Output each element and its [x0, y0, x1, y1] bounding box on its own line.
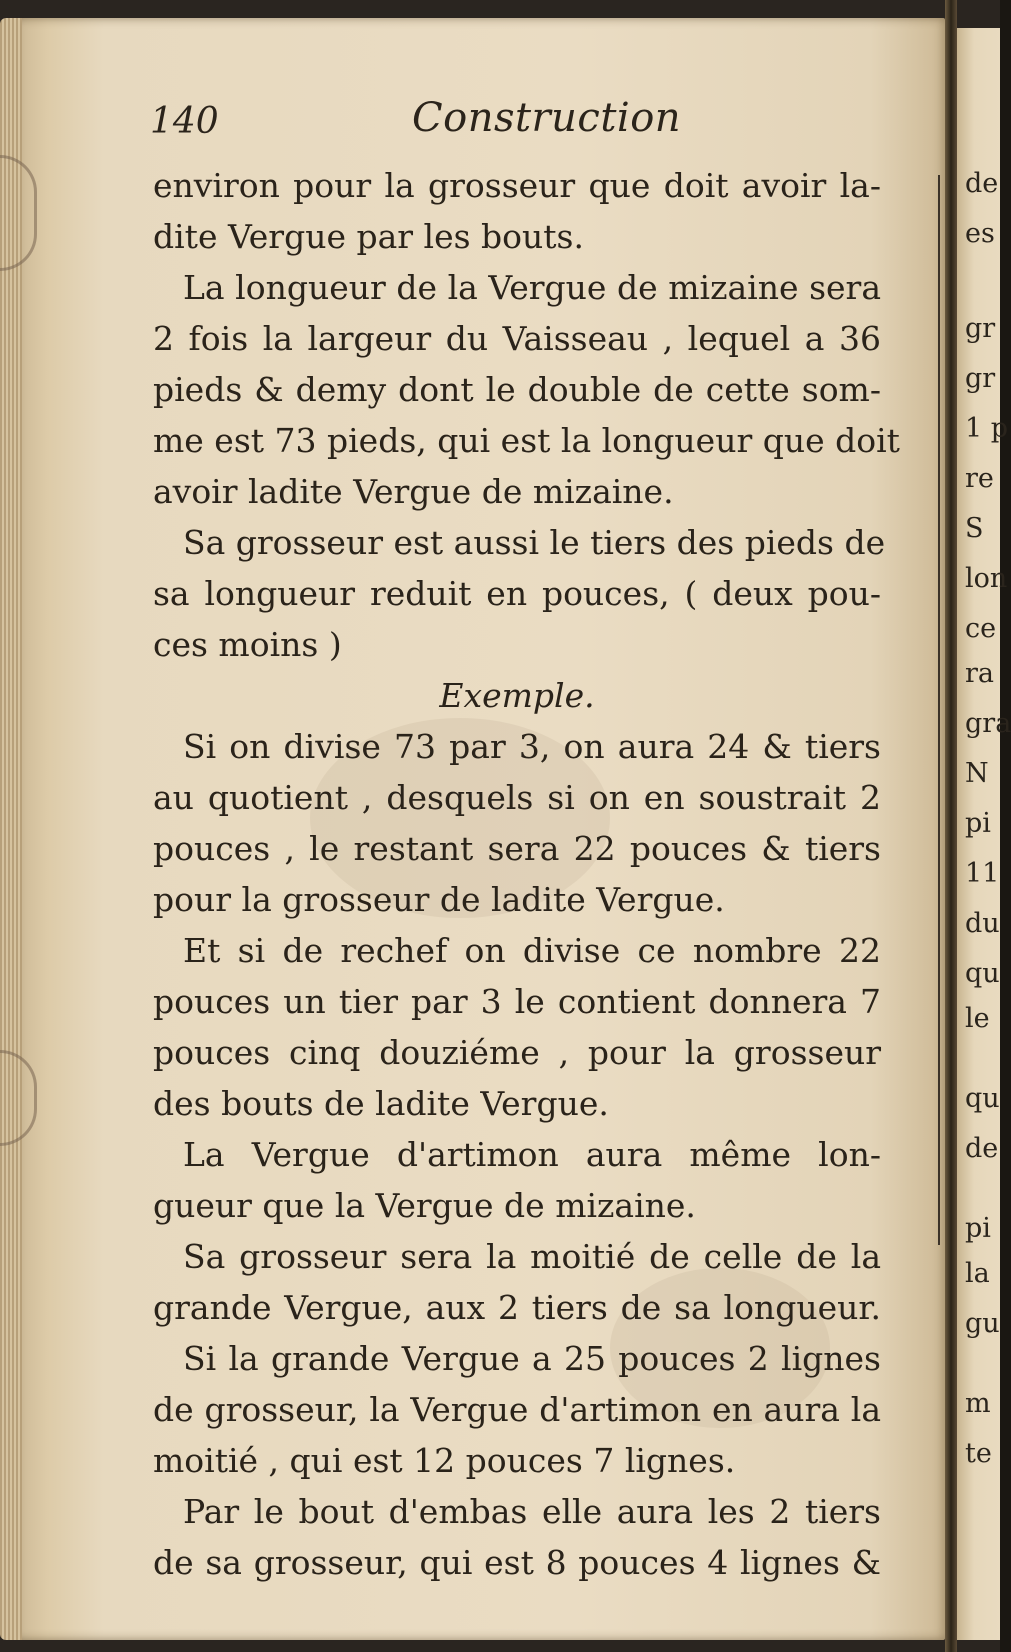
facing-page-fragment: N: [965, 758, 989, 789]
facing-page-fragment: le: [965, 1003, 990, 1034]
text-line: pour la grosseur de ladite Vergue.: [153, 880, 725, 919]
facing-page-text: [957, 28, 1011, 1640]
text-line: avoir ladite Vergue de mizaine.: [153, 472, 674, 511]
facing-page-fragment: gr: [965, 313, 996, 344]
facing-page-fragment: 11: [965, 858, 1000, 889]
facing-page-fragment: S: [965, 513, 984, 544]
facing-page-fragment: gu: [965, 1308, 1000, 1339]
text-line: environ pour la grosseur que doit avoir la-: [153, 166, 881, 205]
body-text: [153, 160, 900, 1588]
facing-page-fragment: lon: [965, 563, 1008, 594]
facing-page-fragment: gra: [965, 708, 1011, 739]
facing-page-rule: [938, 175, 940, 1245]
text-line: pieds & demy dont le double de cette som-: [153, 370, 881, 409]
text-line: ces moins ): [153, 625, 342, 664]
facing-page-fragment: gr: [965, 363, 996, 394]
text-line: pouces un tier par 3 le contient donnera 7: [153, 982, 881, 1021]
text-line: Sa grosseur sera la moitié de celle de la: [183, 1237, 881, 1276]
facing-page-fragment: re: [965, 463, 994, 494]
text-line: Si on divise 73 par 3, on aura 24 & tiers: [183, 727, 881, 766]
text-line: Si la grande Vergue a 25 pouces 2 lignes: [183, 1339, 881, 1378]
facing-page-fragment: es: [965, 218, 995, 249]
text-line: pouces , le restant sera 22 pouces & tiers: [153, 829, 881, 868]
facing-page-fragment: m: [965, 1388, 991, 1419]
facing-page-fragment: de: [965, 1133, 999, 1164]
facing-page-fragment: te: [965, 1438, 992, 1469]
text-line: dite Vergue par les bouts.: [153, 217, 584, 256]
facing-page-fragment: qu: [965, 958, 1000, 989]
text-line: Par le bout d'embas elle aura les 2 tiers: [183, 1492, 881, 1531]
text-line: moitié , qui est 12 pouces 7 lignes.: [153, 1441, 736, 1480]
text-line: au quotient , desquels si on en soustrait 2: [153, 778, 881, 817]
page-number: 140: [150, 101, 219, 142]
running-title: Construction: [412, 95, 682, 141]
facing-page-fragment: ra: [965, 658, 995, 689]
text-line: gueur que la Vergue de mizaine.: [153, 1186, 696, 1225]
text-line: La Vergue d'artimon aura même lon-: [183, 1135, 881, 1174]
facing-page-fragment: ce: [965, 613, 997, 644]
facing-page-fragment: pi: [965, 1213, 991, 1244]
facing-page-fragment: du: [965, 908, 1000, 939]
book-gutter: [945, 0, 957, 1652]
facing-page-fragment: la: [965, 1258, 990, 1289]
section-heading: Exemple.: [439, 676, 595, 715]
text-line: grande Vergue, aux 2 tiers de sa longueur.: [153, 1288, 881, 1327]
text-line: sa longueur reduit en pouces, ( deux pou-: [153, 574, 881, 613]
text-line: de grosseur, la Vergue d'artimon en aura la: [153, 1390, 881, 1429]
facing-page-fragment: pi: [965, 808, 991, 839]
text-line: des bouts de ladite Vergue.: [153, 1084, 609, 1123]
facing-page-fragment: 1 p: [965, 413, 1009, 444]
facing-page: [957, 28, 1011, 1640]
text-line: me est 73 pieds, qui est la longueur que doit: [153, 421, 900, 460]
text-line: pouces cinq douziéme , pour la grosseur: [153, 1033, 881, 1072]
facing-page-fragment: qu: [965, 1083, 1000, 1114]
text-line: Sa grosseur est aussi le tiers des pieds de: [183, 523, 886, 562]
text-line: La longueur de la Vergue de mizaine sera: [183, 268, 881, 307]
page-header: [150, 95, 910, 155]
text-line: de sa grosseur, qui est 8 pouces 4 lignes &: [153, 1543, 881, 1582]
facing-page-fragment: de: [965, 168, 999, 199]
text-line: Et si de rechef on divise ce nombre 22: [183, 931, 881, 970]
text-line: 2 fois la largeur du Vaisseau , lequel a 36: [153, 319, 881, 358]
